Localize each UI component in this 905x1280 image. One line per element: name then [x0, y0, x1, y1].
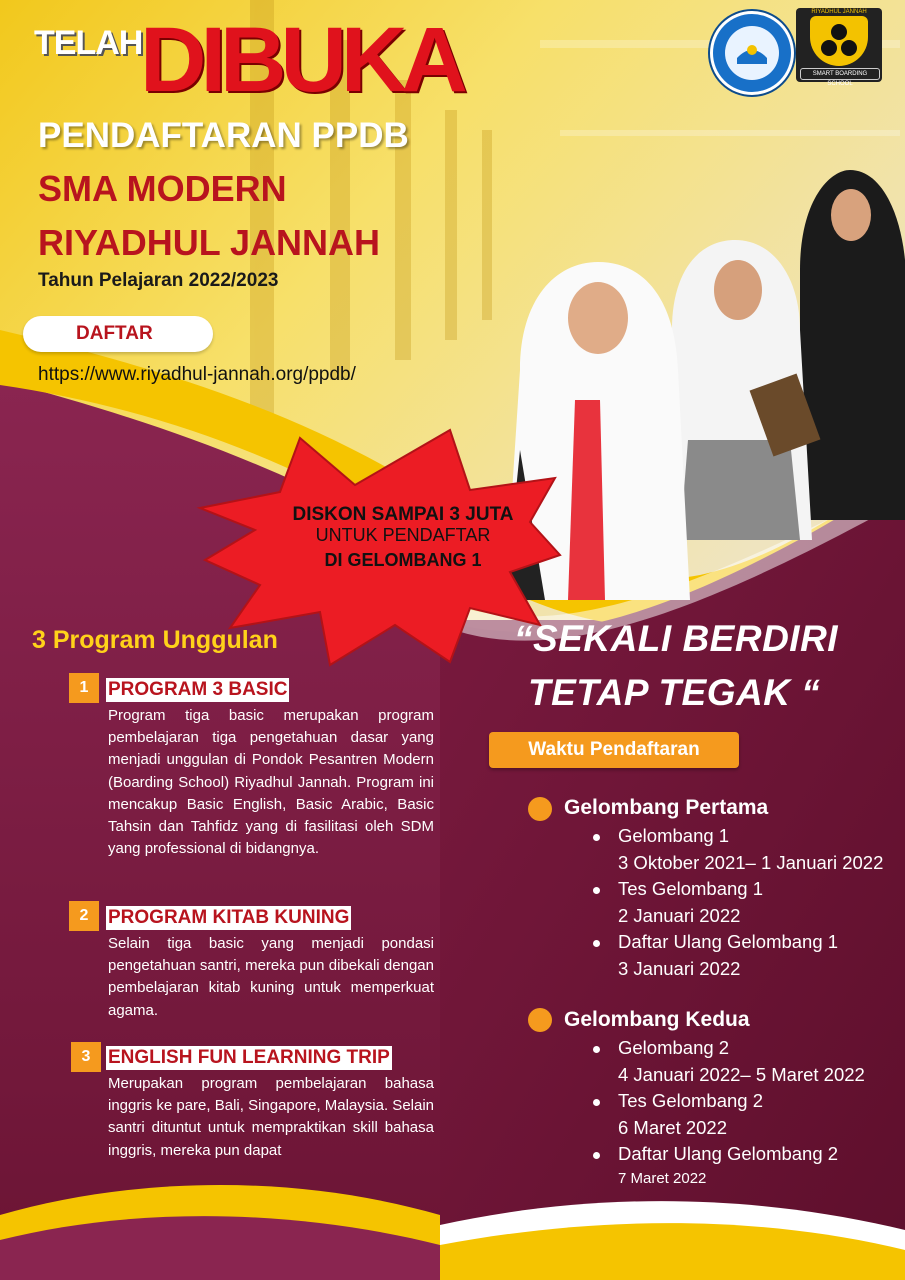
headline-telah: TELAH	[34, 24, 143, 62]
wave-2-item-1-label: Gelombang 2	[618, 1037, 730, 1058]
bullet-icon	[593, 940, 600, 947]
riyadhul-jannah-logo	[796, 8, 882, 87]
wave-1-item-3-date: 3 Januari 2022	[618, 958, 741, 979]
motto-quote	[514, 612, 838, 720]
program-body-1: Program tiga basic merupakan program pembelajaran tiga pengetahuan dasar yang menjadi unggulan di Pondok Pesantren Modern (Boarding School) Riyadhul Jannah. Program ini mencakup Basic English, Basic Arabic, Basic Tahsin dan Tahfidz yang di fasilitasi oleh SDM yang professional di bidangnya.	[108, 707, 434, 858]
wave-1-item-1-label: Gelombang 1	[618, 825, 730, 846]
wave-1-item-3-label: Daftar Ulang Gelombang 1	[618, 931, 839, 952]
program-number-3: 3	[71, 1042, 101, 1072]
wave-2-item-2-date: 6 Maret 2022	[618, 1117, 728, 1138]
discount-text	[203, 504, 603, 572]
program-body-3: Merupakan program pembelajaran bahasa inggris ke pare, Bali, Singapore, Malaysia. Selain santri dituntut untuk mempraktikan skill bahasa inggris, mereka pun dapat	[108, 1075, 434, 1159]
program-name-2: PROGRAM KITAB KUNING	[108, 907, 350, 928]
bullet-icon	[593, 1099, 600, 1106]
register-button[interactable]	[23, 316, 213, 352]
title-school-name: RIYADHUL JANNAH	[38, 222, 381, 263]
wave-1-item-2-date: 2 Januari 2022	[618, 905, 741, 926]
title-pendaftaran: PENDAFTARAN PPDB	[38, 116, 409, 155]
wave-2-item-3-label: Daftar Ulang Gelombang 2	[618, 1143, 839, 1164]
wave-2-marker	[528, 1008, 552, 1032]
logo-top-text: RIYADHUL JANNAH	[811, 9, 867, 15]
schedule-title: Waktu Pendaftaran	[528, 739, 700, 760]
emblem-icon	[735, 38, 769, 68]
wave-2-item-3-date: 7 Maret 2022	[618, 1170, 707, 1187]
register-button-label: DAFTAR	[76, 323, 153, 344]
bullet-icon	[593, 887, 600, 894]
program-body-2: Selain tiga basic yang menjadi pondasi pengetahuan santri, mereka pun dibekali dengan pembelajaran kitab kuning untuk memperkuat agama.	[108, 935, 434, 1019]
title-school-type: SMA MODERN	[38, 168, 287, 209]
wave-1-marker	[528, 797, 552, 821]
registration-url[interactable]: https://www.riyadhul-jannah.org/ppdb/	[38, 364, 356, 385]
program-name-3: ENGLISH FUN LEARNING TRIP	[108, 1047, 390, 1068]
motto-line-2: TETAP TEGAK “	[528, 672, 821, 713]
schedule-title-badge	[489, 732, 739, 768]
school-emblem-logo	[710, 11, 794, 95]
program-number-1: 1	[69, 673, 99, 703]
discount-line-3: DI GELOMBANG 1	[324, 550, 482, 570]
headline-dibuka: DIBUKA	[140, 9, 462, 111]
bullet-icon	[593, 1152, 600, 1159]
academic-year: Tahun Pelajaran 2022/2023	[38, 270, 279, 291]
discount-line-1: DISKON SAMPAI 3 JUTA	[292, 504, 514, 525]
logo-ribbon-text: SMART BOARDING SCHOOL	[812, 71, 868, 87]
bullet-icon	[593, 834, 600, 841]
motto-line-1: “SEKALI BERDIRI	[514, 618, 839, 659]
wave-1-item-1-date: 3 Oktober 2021– 1 Januari 2022	[618, 852, 884, 873]
discount-line-2: UNTUK PENDAFTAR	[315, 525, 491, 545]
bullet-icon	[593, 1046, 600, 1053]
wave-2-title: Gelombang Kedua	[564, 1008, 750, 1031]
program-number-2: 2	[69, 901, 99, 931]
wave-1-title: Gelombang Pertama	[564, 796, 769, 819]
wave-2-item-1-date: 4 Januari 2022– 5 Maret 2022	[618, 1064, 865, 1085]
wave-1-item-2-label: Tes Gelombang 1	[618, 878, 764, 899]
program-name-1: PROGRAM 3 BASIC	[108, 679, 288, 700]
wave-2-item-2-label: Tes Gelombang 2	[618, 1090, 764, 1111]
programs-title: 3 Program Unggulan	[32, 626, 278, 654]
